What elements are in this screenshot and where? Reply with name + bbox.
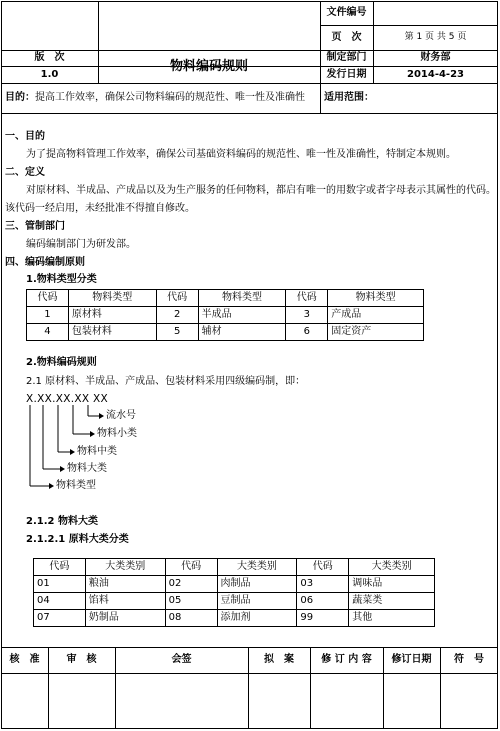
table-header: 代码 <box>27 290 69 307</box>
page-value: 第 1 页 共 5 页 <box>404 32 467 42</box>
code-label-midclass: 物料中类 <box>77 446 117 457</box>
arrow-icon <box>70 449 75 455</box>
table-cell: 06 <box>297 593 349 610</box>
table-cell: 08 <box>165 610 217 627</box>
table-cell: 包装材料 <box>68 324 156 341</box>
section-4-2-text: 2.1 原材料、半成品、产成品、包装材料采用四级编码制，即： <box>26 376 306 387</box>
table-header: 大类类别 <box>217 559 297 576</box>
footer-divider <box>1 647 498 648</box>
table-header: 物料类型 <box>198 290 286 307</box>
table-header: 代码 <box>165 559 217 576</box>
doc-number-label: 文件编号 <box>326 7 367 18</box>
table-row <box>34 593 435 610</box>
code-label-type: 物料类型 <box>56 480 96 491</box>
section-3-title: 三、管制部门 <box>5 221 65 232</box>
section-4-1-title: 1.物料类型分类 <box>26 274 97 285</box>
table-cell: 99 <box>297 610 349 627</box>
category-table <box>33 558 435 627</box>
table-cell: 半成品 <box>198 307 286 324</box>
page-title: 物料编码规则 <box>169 59 248 74</box>
table-header: 物料类型 <box>328 290 424 307</box>
footer-header-revision-content: 修 订 内 容 <box>321 654 372 665</box>
table-cell: 肉制品 <box>217 576 297 593</box>
table-cell: 01 <box>34 576 86 593</box>
code-label-majorclass: 物料大类 <box>67 463 107 474</box>
section-1-title: 一、目的 <box>5 131 45 142</box>
table-header: 代码 <box>286 290 328 307</box>
arrow-icon <box>60 466 65 472</box>
section-4-2-title: 2.物料编码规则 <box>26 357 97 368</box>
dept-value: 财务部 <box>420 52 451 63</box>
table-cell: 02 <box>165 576 217 593</box>
section-2-text-1: 对原材料、半成品、产成品以及为生产服务的任何物料，都启有唯一的用数字或者字母表示其属性的代码。 <box>26 185 496 196</box>
table-cell: 03 <box>297 576 349 593</box>
table-row <box>34 610 435 627</box>
table-cell: 豆制品 <box>217 593 297 610</box>
table-cell: 5 <box>156 324 198 341</box>
footer-divider <box>1 673 498 674</box>
table-cell: 辅材 <box>198 324 286 341</box>
table-cell: 04 <box>34 593 86 610</box>
table-cell: 蔬菜类 <box>349 593 435 610</box>
section-2-1-2-title: 2.1.2 物料大类 <box>26 516 98 527</box>
date-label: 发行日期 <box>326 69 367 80</box>
page-label: 页 次 <box>331 32 362 43</box>
footer-header-countersign: 会签 <box>171 654 192 665</box>
version-label: 版 次 <box>34 52 65 63</box>
section-2-text-2: 该代码一经启用，未经批准不得擅自修改。 <box>5 203 195 214</box>
date-value: 2014-4-23 <box>406 69 464 80</box>
version-value: 1.0 <box>40 69 59 80</box>
table-cell: 1 <box>27 307 69 324</box>
code-format: X.XX.XX.XX XX <box>26 393 108 405</box>
table-cell: 固定资产 <box>328 324 424 341</box>
table-header: 大类类别 <box>349 559 435 576</box>
table-cell: 馅料 <box>85 593 165 610</box>
footer-header-draft: 拟 案 <box>264 654 294 665</box>
arrow-icon <box>90 431 95 437</box>
table-cell: 其他 <box>349 610 435 627</box>
scope-label: 适用范围： <box>324 92 374 103</box>
table-cell: 2 <box>156 307 198 324</box>
table-cell: 添加剂 <box>217 610 297 627</box>
section-1-text: 为了提高物料管理工作效率，确保公司基础资料编码的规范性、唯一性及准确性，特制定本规则。 <box>26 149 456 160</box>
table-header-row <box>34 559 435 576</box>
section-2-1-2-1-title: 2.1.2.1 原料大类分类 <box>26 534 129 545</box>
footer-header-symbol: 符 号 <box>454 654 484 665</box>
footer-header-revision-date: 修订日期 <box>391 654 432 665</box>
section-3-text: 编码编制部门为研发部。 <box>26 239 136 250</box>
arrow-icon <box>49 483 54 489</box>
purpose-text: 提高工作效率，确保公司物料编码的规范性、唯一性及准确性 <box>35 92 305 103</box>
table-row <box>34 576 435 593</box>
table-cell: 6 <box>286 324 328 341</box>
purpose-label: 目的： <box>5 92 35 103</box>
table-cell: 07 <box>34 610 86 627</box>
table-cell: 奶制品 <box>85 610 165 627</box>
dept-label: 制定部门 <box>326 52 367 63</box>
code-label-serial: 流水号 <box>106 410 136 421</box>
table-cell: 调味品 <box>349 576 435 593</box>
table-header: 代码 <box>34 559 86 576</box>
arrow-icon <box>99 413 104 419</box>
table-cell: 4 <box>27 324 69 341</box>
table-cell: 05 <box>165 593 217 610</box>
table-header: 代码 <box>297 559 349 576</box>
footer-header-review: 审 核 <box>66 654 97 665</box>
table-cell: 原材料 <box>68 307 156 324</box>
section-2-title: 二、定义 <box>5 167 45 178</box>
footer-header-approve: 核 准 <box>9 654 40 665</box>
code-label-subclass: 物料小类 <box>97 428 137 439</box>
table-header: 大类类别 <box>85 559 165 576</box>
table-header: 代码 <box>156 290 198 307</box>
section-4-title: 四、编码编制原则 <box>5 257 85 268</box>
table-cell: 产成品 <box>328 307 424 324</box>
table-header: 物料类型 <box>68 290 156 307</box>
table-cell: 粮油 <box>85 576 165 593</box>
table-cell: 3 <box>286 307 328 324</box>
